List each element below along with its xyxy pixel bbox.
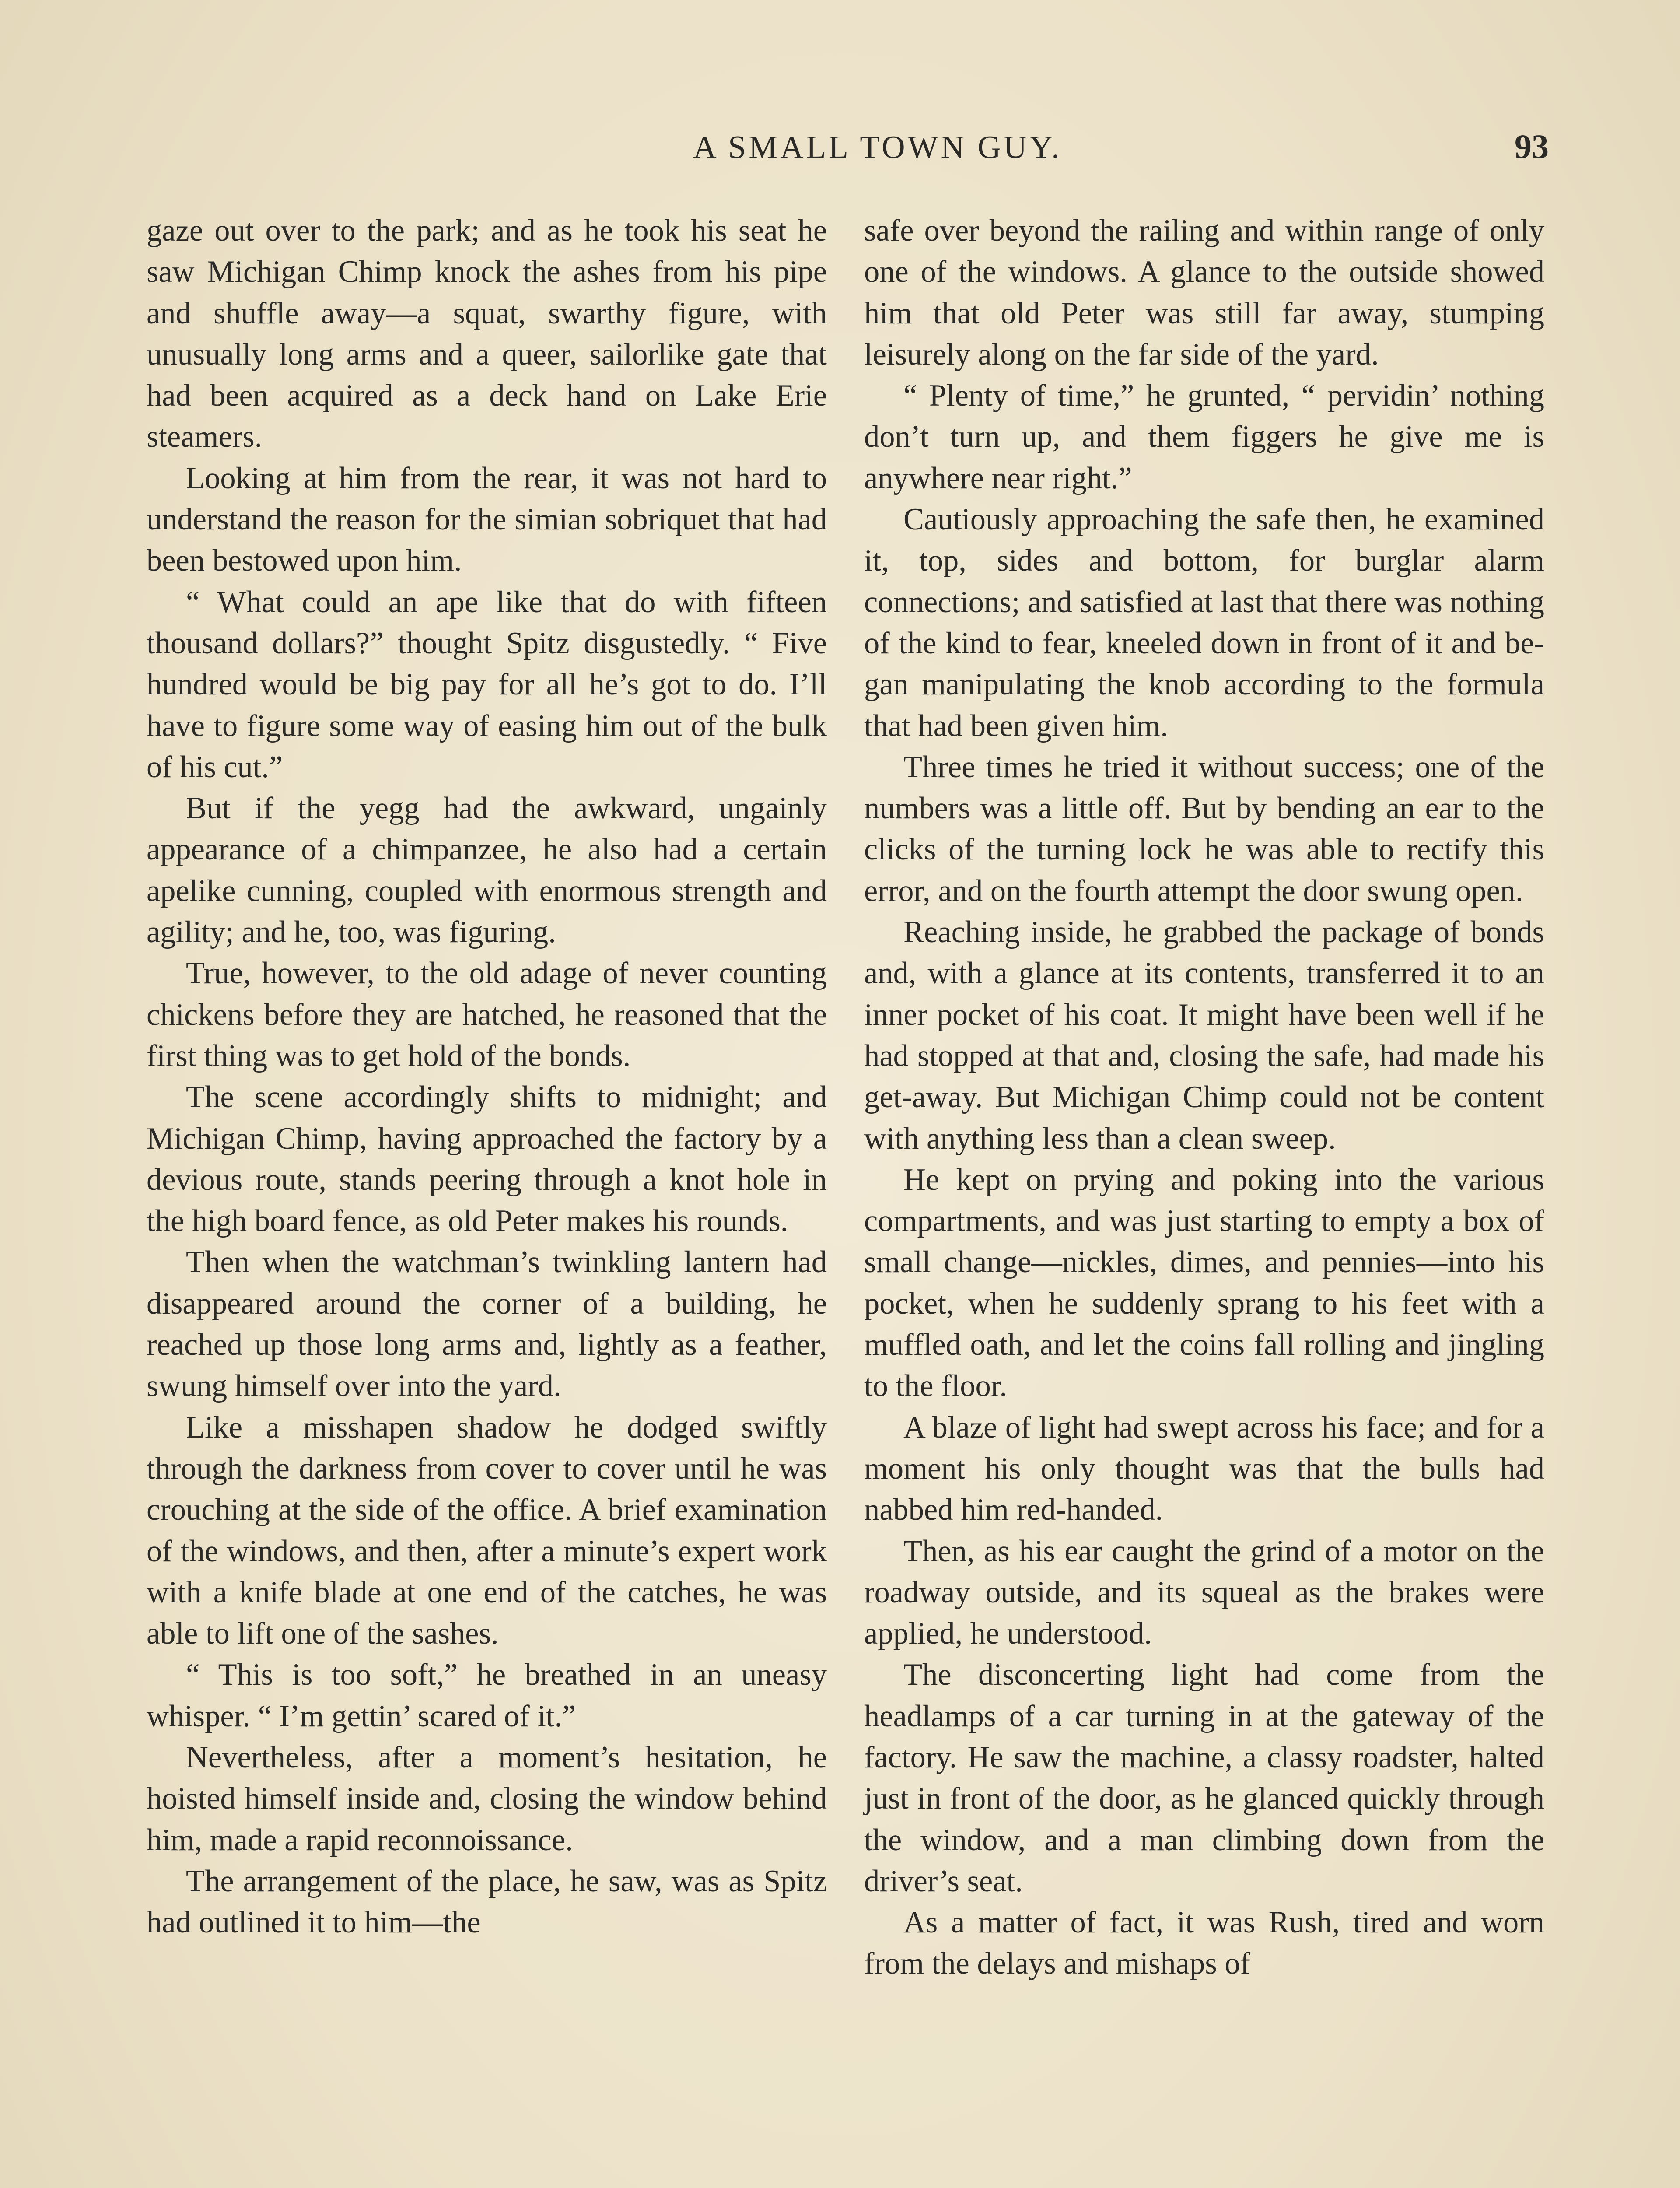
paragraph: Then, as his ear caught the grind of a motor on the roadway outside, and its squeal as the brakes were applied, he understood. bbox=[864, 1534, 1544, 1651]
running-title: A SMALL TOWN GUY. bbox=[693, 130, 1062, 165]
paragraph: But if the yegg had the awkward, ungainly appearance of a chimpanzee, he also had a certain apelike cunning, coupled with enormous strength and agility; and he, too, was figuring. bbox=[147, 791, 827, 950]
paragraph: “ Plenty of time,” he grunted, “ pervidin’ nothing don’t turn up, and them figgers he give me is anywhere near right.” bbox=[864, 379, 1544, 495]
paragraph: The disconcerting light had come from the headlamps of a car turning in at the gateway of the factory. He saw the machine, a classy roadster, halted just in front of the door, as he glanced quickly through the window, and a man climbing down from the driver’s seat. bbox=[864, 1658, 1544, 1898]
paragraph: Like a misshapen shadow he dodged swiftly through the darkness from cover to cover until he was crouching at the side of the office. A brief examination of the windows, and then, after a minute’s expert work with a knife blade at one end of the catches, he was able to lift one of the sashes. bbox=[147, 1410, 827, 1651]
paragraph: Reaching inside, he grabbed the package of bonds and, with a glance at its contents, transferred it to an inner pocket of his coat. It might have been well if he had stopped at that and, closing the safe, had made his get-away. But Michigan Chimp could not be content with anything less than a clean sweep. bbox=[864, 915, 1544, 1156]
right-column bbox=[864, 210, 1544, 1985]
paragraph: gaze out over to the park; and as he took his seat he saw Michigan Chimp knock the ashes from his pipe and shuffle away—a squat, swarthy figure, with unusually long arms and a queer, sailorlike gate that had been acquired as a deck hand on Lake Erie steamers. bbox=[147, 214, 827, 454]
paragraph: “ What could an ape like that do with fifteen thousand dollars?” thought Spitz disgustedly. “ Five hundred would be big pay for all he’s got to do. I’ll have to figure some way of easing him out of the bulk of his cut.” bbox=[147, 585, 827, 784]
paragraph: He kept on prying and poking into the various compartments, and was just starting to empty a box of small change—nickles, dimes, and pennies—into his pocket, when he suddenly sprang to his feet with a muffled oath, and let the coins fall rolling and jingling to the floor. bbox=[864, 1162, 1544, 1403]
paragraph: A blaze of light had swept across his face; and for a moment his only thought was that the bulls had nabbed him red-handed. bbox=[864, 1410, 1544, 1527]
paragraph: Then when the watchman’s twinkling lantern had disappeared around the corner of a building, he reached up those long arms and, lightly as a feather, swung himself over into the yard. bbox=[147, 1245, 827, 1403]
paragraph: True, however, to the old adage of never counting chickens before they are hatched, he reasoned that the first thing was to get hold of the bonds. bbox=[147, 956, 827, 1073]
paragraph: “ This is too soft,” he breathed in an uneasy whisper. “ I’m gettin’ scared of it.” bbox=[147, 1658, 827, 1733]
paragraph: Cautiously approaching the safe then, he examined it, top, sides and bottom, for burglar alarm connections; and satisfied at last that there was nothing of the kind to fear, kneeled down in front of it and began manipulating the knob according to the formula that had been given him. bbox=[864, 502, 1544, 743]
paragraph: The scene accordingly shifts to midnight; and Michigan Chimp, having approached the factory by a devious route, stands peering through a knot hole in the high board fence, as old Peter makes his rounds. bbox=[147, 1080, 827, 1238]
paragraph: Three times he tried it without success; one of the numbers was a little off. But by bending an ear to the clicks of the turning lock he was able to rectify this error, and on the fourth attempt the door swung open. bbox=[864, 750, 1544, 908]
left-column bbox=[147, 210, 827, 1985]
paragraph: Looking at him from the rear, it was not hard to understand the reason for the simian sobriquet that had been bestowed upon him. bbox=[147, 461, 827, 578]
paragraph: safe over beyond the railing and within range of only one of the windows. A glance to the outside showed him that old Peter was still far away, stumping leisurely along on the far side of the yard. bbox=[864, 214, 1544, 372]
paragraph: As a matter of fact, it was Rush, tired and worn from the delays and mishaps of bbox=[864, 1905, 1544, 1981]
paragraph: Nevertheless, after a moment’s hesitation, he hoisted himself inside and, closing the window behind him, made a rapid reconnoissance. bbox=[147, 1740, 827, 1857]
running-head bbox=[144, 127, 1549, 179]
paragraph: The arrangement of the place, he saw, was as Spitz had outlined it to him—the bbox=[147, 1864, 827, 1940]
text-columns bbox=[147, 210, 1544, 1985]
page-number: 93 bbox=[1515, 127, 1549, 165]
